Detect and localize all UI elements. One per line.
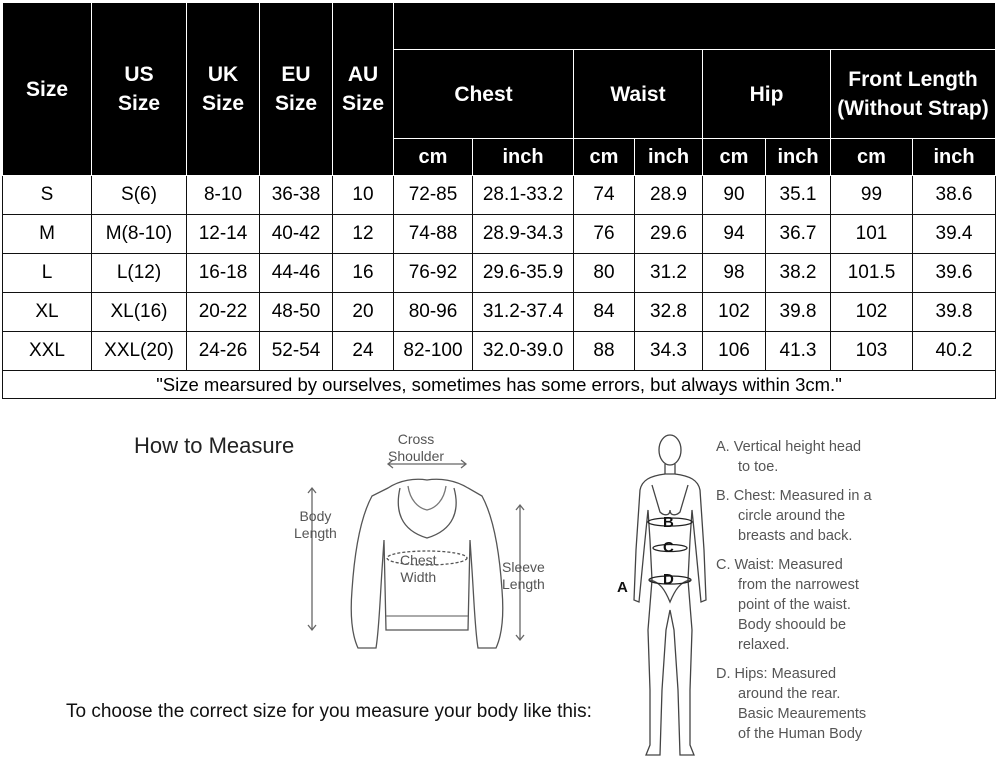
table-cell: 38.6 (913, 176, 996, 215)
table-cell: 76 (574, 215, 635, 254)
header-unit: inch (913, 139, 996, 176)
legend-item-c: C. Waist: Measured from the narrowest point of the waist. Body shoould be relaxed. (716, 557, 859, 653)
table-cell: L (3, 254, 92, 293)
table-cell: 76-92 (394, 254, 473, 293)
table-cell: 94 (703, 215, 766, 254)
table-cell: S(6) (92, 176, 187, 215)
table-body (3, 176, 996, 399)
header-front-length: Front Length (Without Strap) (831, 50, 996, 139)
table-cell: 48-50 (260, 293, 333, 332)
table-cell: XXL(20) (92, 332, 187, 371)
table-cell: 34.3 (635, 332, 703, 371)
table-cell: 24-26 (187, 332, 260, 371)
body-letter-c: C (663, 539, 674, 556)
table-cell: L(12) (92, 254, 187, 293)
table-cell: 74 (574, 176, 635, 215)
table-cell: 102 (831, 293, 913, 332)
table-cell: 20-22 (187, 293, 260, 332)
table-cell: 16-18 (187, 254, 260, 293)
table-cell: 101 (831, 215, 913, 254)
table-row (3, 254, 996, 293)
table-cell: 40-42 (260, 215, 333, 254)
measurement-legend (716, 437, 996, 753)
header-unit: cm (831, 139, 913, 176)
table-cell: 99 (831, 176, 913, 215)
table-cell: 20 (333, 293, 394, 332)
table-cell: 36-38 (260, 176, 333, 215)
table-cell: M (3, 215, 92, 254)
table-row (3, 176, 996, 215)
table-cell: 103 (831, 332, 913, 371)
header-uk-size: UK Size (187, 3, 260, 176)
table-cell: 90 (703, 176, 766, 215)
table-row (3, 332, 996, 371)
table-cell: 39.6 (913, 254, 996, 293)
table-cell: 28.9 (635, 176, 703, 215)
measurement-note: "Size mearsured by ourselves, sometimes has some errors, but always within 3cm." (3, 371, 996, 399)
table-cell: XL(16) (92, 293, 187, 332)
header-size: Size (3, 3, 92, 176)
table-cell: XL (3, 293, 92, 332)
header-au-size: AU Size (333, 3, 394, 176)
header-blank (394, 3, 996, 50)
table-cell: 39.4 (913, 215, 996, 254)
legend-item-b: B. Chest: Measured in a circle around the breasts and back. (716, 488, 872, 544)
table-cell: 41.3 (766, 332, 831, 371)
header-eu-size: EU Size (260, 3, 333, 176)
table-cell: 38.2 (766, 254, 831, 293)
table-cell: 82-100 (394, 332, 473, 371)
table-cell: 32.0-39.0 (473, 332, 574, 371)
choose-size-instruction: To choose the correct size for you measure your body like this: (66, 701, 592, 722)
how-to-measure-title: How to Measure (134, 433, 295, 458)
chest-width-label: Chest Width (400, 552, 437, 585)
body-length-label: Body Length (294, 508, 337, 541)
body-figure (620, 430, 720, 765)
body-letter-d: D (663, 571, 674, 588)
legend-item-d: D. Hips: Measured around the rear. Basic Meaurements of the Human Body (716, 666, 867, 742)
header-unit: cm (394, 139, 473, 176)
body-letter-b: B (663, 514, 674, 531)
table-cell: 16 (333, 254, 394, 293)
table-header (3, 3, 996, 176)
header-chest: Chest (394, 50, 574, 139)
table-cell: 84 (574, 293, 635, 332)
header-unit: inch (635, 139, 703, 176)
table-cell: 32.8 (635, 293, 703, 332)
table-cell: 102 (703, 293, 766, 332)
table-cell: 28.1-33.2 (473, 176, 574, 215)
cross-shoulder-label: Cross Shoulder (388, 431, 445, 464)
header-hip: Hip (703, 50, 831, 139)
table-cell: S (3, 176, 92, 215)
table-row (3, 293, 996, 332)
header-us-size: US Size (92, 3, 187, 176)
table-cell: 72-85 (394, 176, 473, 215)
table-cell: XXL (3, 332, 92, 371)
table-cell: 28.9-34.3 (473, 215, 574, 254)
table-cell: 31.2 (635, 254, 703, 293)
table-cell: 29.6 (635, 215, 703, 254)
table-cell: 80-96 (394, 293, 473, 332)
table-cell: 74-88 (394, 215, 473, 254)
table-cell: 88 (574, 332, 635, 371)
header-unit: cm (574, 139, 635, 176)
table-cell: 35.1 (766, 176, 831, 215)
body-letter-a: A (617, 579, 628, 596)
table-cell: 52-54 (260, 332, 333, 371)
table-cell: 31.2-37.4 (473, 293, 574, 332)
header-unit: inch (766, 139, 831, 176)
legend-item-a: A. Vertical height head to toe. (716, 439, 862, 475)
table-cell: 29.6-35.9 (473, 254, 574, 293)
table-cell: 36.7 (766, 215, 831, 254)
header-unit: inch (473, 139, 574, 176)
table-cell: 44-46 (260, 254, 333, 293)
table-cell: 12 (333, 215, 394, 254)
header-waist: Waist (574, 50, 703, 139)
note-row (3, 371, 996, 399)
table-cell: 101.5 (831, 254, 913, 293)
table-cell: 10 (333, 176, 394, 215)
table-cell: 8-10 (187, 176, 260, 215)
table-cell: 24 (333, 332, 394, 371)
table-cell: M(8-10) (92, 215, 187, 254)
table-row (3, 215, 996, 254)
table-cell: 40.2 (913, 332, 996, 371)
size-chart-table (2, 2, 996, 399)
sleeve-length-label: Sleeve Length (502, 559, 545, 592)
table-cell: 39.8 (913, 293, 996, 332)
table-cell: 80 (574, 254, 635, 293)
table-cell: 12-14 (187, 215, 260, 254)
table-cell: 106 (703, 332, 766, 371)
header-unit: cm (703, 139, 766, 176)
table-cell: 98 (703, 254, 766, 293)
table-cell: 39.8 (766, 293, 831, 332)
